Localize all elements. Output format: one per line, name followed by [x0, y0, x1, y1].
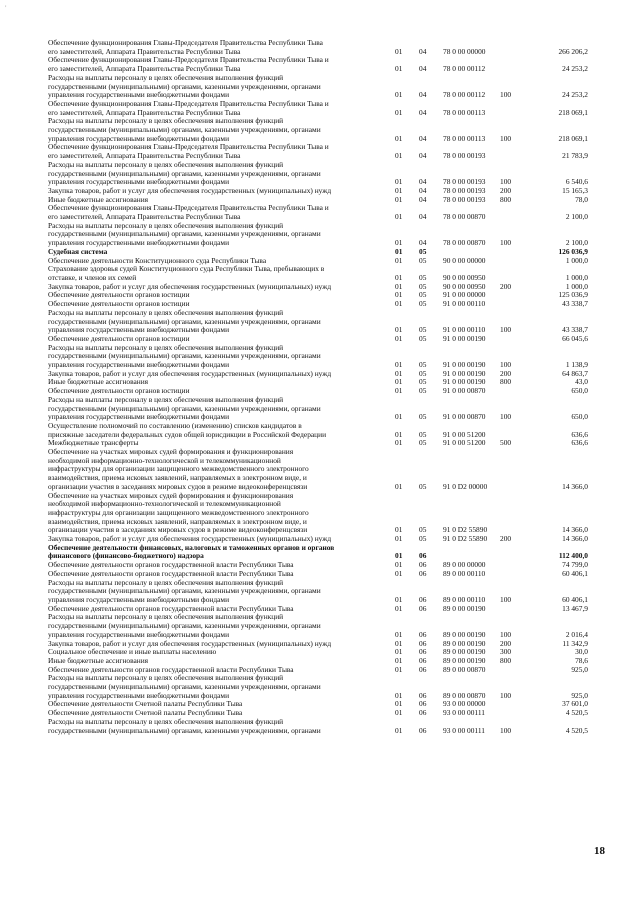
row-target-article: 90 0 00 00000 — [443, 255, 486, 265]
row-target-article: 89 0 00 00870 — [443, 664, 486, 674]
row-expense-type: 800 — [500, 655, 512, 665]
row-description: Расходы на выплаты персоналу в целях обеспечения выполнения функций государственными (муниципальными) органами, казенными учреждениями, органами управления государственными внебюджетными фондами — [48, 159, 321, 187]
table-row — [48, 56, 588, 73]
row-section-code: 01 — [395, 551, 403, 561]
row-section-code: 01 — [395, 412, 403, 422]
row-expense-type: 100 — [500, 412, 512, 422]
row-amount: 2 100,0 — [565, 212, 588, 222]
row-target-article: 93 0 00 00111 — [443, 708, 485, 718]
row-subsection-code: 05 — [419, 272, 427, 282]
table-row — [48, 309, 588, 335]
row-subsection-code: 05 — [419, 481, 427, 491]
row-amount: 1 138,9 — [565, 360, 588, 370]
row-section-code: 01 — [395, 429, 403, 439]
row-target-article: 89 0 00 00190 — [443, 655, 486, 665]
table-row — [48, 344, 588, 370]
row-subsection-code: 06 — [419, 699, 427, 709]
row-amount: 2 100,0 — [565, 238, 588, 248]
row-description: Иные бюджетные ассигнования — [48, 194, 149, 204]
row-expense-type: 200 — [500, 368, 512, 378]
row-expense-type: 100 — [500, 238, 512, 248]
row-section-code: 01 — [395, 725, 403, 735]
row-amount: 925,0 — [571, 664, 588, 674]
row-target-article: 78 0 00 00112 — [443, 64, 486, 74]
row-target-article: 91 0 00 00870 — [443, 412, 486, 422]
corner-mark: , — [5, 2, 7, 8]
row-amount: 30,0 — [575, 647, 588, 657]
row-section-code: 01 — [395, 133, 403, 143]
row-amount: 218 069,1 — [558, 133, 588, 143]
row-target-article: 91 0 00 00110 — [443, 299, 486, 309]
row-expense-type: 200 — [500, 534, 512, 544]
row-target-article: 78 0 00 00113 — [443, 107, 486, 117]
row-description: Закупка товаров, работ и услуг для обеспечения государственных (муниципальных) нужд — [48, 281, 332, 291]
row-section-code: 01 — [395, 438, 403, 448]
row-amount: 24 253,2 — [562, 90, 588, 100]
row-section-code: 01 — [395, 272, 403, 282]
row-amount: 24 253,2 — [562, 64, 588, 74]
row-section-code: 01 — [395, 360, 403, 370]
row-description: Обеспечение деятельности органов юстиции — [48, 386, 190, 396]
row-subsection-code: 06 — [419, 568, 427, 578]
row-amount: 43,0 — [575, 377, 588, 387]
row-amount: 21 783,9 — [562, 151, 588, 161]
row-section-code: 01 — [395, 64, 403, 74]
row-target-article: 78 0 00 00870 — [443, 212, 486, 222]
table-row — [48, 579, 588, 605]
row-amount: 14 366,0 — [562, 525, 588, 535]
row-expense-type: 200 — [500, 281, 512, 291]
row-section-code: 01 — [395, 290, 403, 300]
table-row — [48, 492, 588, 536]
row-amount: 218 069,1 — [558, 107, 588, 117]
row-amount: 2 016,4 — [565, 629, 588, 639]
row-expense-type: 100 — [500, 325, 512, 335]
row-subsection-code: 05 — [419, 290, 427, 300]
row-description: Обеспечение функционирования Главы-Председателя Правительства Республики Тыва и его заместителей, Аппарата Правительства Республики Тыва — [48, 203, 329, 222]
row-description: Страхование здоровья судей Конституционного суда Республики Тыва, пребывающих в отставке, и членов их семей — [48, 264, 325, 282]
row-subsection-code: 05 — [419, 255, 427, 265]
row-subsection-code: 05 — [419, 325, 427, 335]
row-subsection-code: 05 — [419, 299, 427, 309]
row-section-code: 01 — [395, 246, 403, 256]
row-amount: 13 467,9 — [562, 603, 588, 613]
row-subsection-code: 06 — [419, 664, 427, 674]
row-section-code: 01 — [395, 560, 403, 570]
row-expense-type: 100 — [500, 90, 512, 100]
table-row — [48, 222, 588, 248]
row-section-code: 01 — [395, 238, 403, 248]
row-section-code: 01 — [395, 333, 403, 343]
row-target-article: 89 0 00 00000 — [443, 560, 486, 570]
row-target-article: 89 0 00 00870 — [443, 690, 486, 700]
row-section-code: 01 — [395, 638, 403, 648]
row-section-code: 01 — [395, 690, 403, 700]
row-target-article: 91 0 00 51200 — [443, 438, 486, 448]
row-amount: 14 366,0 — [562, 534, 588, 544]
row-target-article: 91 0 D2 55890 — [443, 525, 488, 535]
row-description: Расходы на выплаты персоналу в целях обеспечения выполнения функций государственными (муниципальными) органами, казенными учреждениями, органами управления государственными внебюджетными фондами — [48, 342, 321, 370]
row-amount: 4 520,5 — [565, 725, 588, 735]
table-row — [48, 74, 588, 100]
row-target-article: 78 0 00 00193 — [443, 151, 486, 161]
row-target-article: 93 0 00 00000 — [443, 699, 486, 709]
table-row — [48, 448, 588, 492]
row-description: Расходы на выплаты персоналу в целях обеспечения выполнения функций государственными (муниципальными) органами, казенными учреждениями, органами управления государственными внебюджетными фондами — [48, 612, 321, 639]
row-subsection-code: 04 — [419, 151, 427, 161]
row-subsection-code: 06 — [419, 595, 427, 604]
row-target-article: 78 0 00 00000 — [443, 46, 486, 56]
row-subsection-code: 04 — [419, 64, 427, 74]
row-amount: 15 165,3 — [562, 185, 588, 195]
row-expense-type: 500 — [500, 438, 512, 448]
row-section-code: 01 — [395, 151, 403, 161]
row-expense-type: 100 — [500, 629, 512, 639]
row-section-code: 01 — [395, 534, 403, 544]
row-subsection-code: 06 — [419, 603, 427, 613]
row-amount: 78,0 — [575, 194, 588, 204]
row-amount: 14 366,0 — [562, 481, 588, 491]
row-subsection-code: 06 — [419, 629, 427, 639]
row-description: Обеспечение функционирования Главы-Председателя Правительства Республики Тыва и его заместителей, Аппарата Правительства Республики Тыва — [48, 55, 329, 74]
row-amount: 60 406,1 — [562, 568, 588, 578]
row-section-code: 01 — [395, 603, 403, 613]
row-amount: 11 342,9 — [562, 638, 588, 648]
row-section-code: 01 — [395, 299, 403, 309]
row-subsection-code: 06 — [419, 551, 427, 561]
row-section-code: 01 — [395, 629, 403, 639]
row-description: Обеспечение функционирования Главы-Председателя Правительства Республики Тыва и его заместителей, Аппарата Правительства Республики Тыва — [48, 142, 329, 161]
row-subsection-code: 04 — [419, 107, 427, 117]
row-subsection-code: 05 — [419, 377, 427, 387]
table-row — [48, 117, 588, 143]
row-amount: 1 000,0 — [565, 255, 588, 265]
row-section-code: 01 — [395, 212, 403, 222]
row-expense-type: 100 — [500, 133, 512, 143]
row-description: Обеспечение деятельности органов государственной власти Республики Тыва — [48, 664, 294, 674]
row-amount: 78,6 — [575, 655, 588, 665]
row-description: Социальное обеспечение и иные выплаты населению — [48, 647, 217, 657]
row-subsection-code: 04 — [419, 185, 427, 195]
row-amount: 112 400,0 — [558, 551, 588, 561]
row-description: Обеспечение на участках мировых судей формирования и функционирования необходимой информационно-технологической и телекоммуникационной инфраструктуры для организации защищенного межведомственного электронного взаимодействия, приема исковых заявлений, направляемых в электронном виде, и организации участия в заседаниях мировых судов в режиме видеоконференцсвязи — [48, 447, 309, 491]
row-subsection-code: 05 — [419, 386, 427, 396]
row-description: Закупка товаров, работ и услуг для обеспечения государственных (муниципальных) нужд — [48, 638, 332, 648]
row-target-article: 89 0 00 00190 — [443, 638, 486, 648]
row-target-article: 91 0 00 00110 — [443, 325, 486, 335]
table-row — [48, 265, 588, 282]
row-section-code: 01 — [395, 595, 403, 604]
row-description: Иные бюджетные ассигнования — [48, 655, 149, 665]
section-row — [48, 544, 588, 561]
budget-table — [48, 39, 588, 735]
row-amount: 125 036,9 — [558, 290, 588, 300]
row-amount: 37 601,0 — [562, 699, 588, 709]
row-description: Обеспечение деятельности органов государственной власти Республики Тыва — [48, 560, 294, 570]
row-target-article: 90 0 00 00950 — [443, 272, 486, 282]
row-amount: 636,6 — [571, 429, 588, 439]
row-subsection-code: 06 — [419, 690, 427, 700]
row-subsection-code: 05 — [419, 412, 427, 422]
row-expense-type: 800 — [500, 377, 512, 387]
row-target-article: 78 0 00 00112 — [443, 90, 486, 100]
row-amount: 60 406,1 — [562, 595, 588, 604]
row-section-code: 01 — [395, 281, 403, 291]
row-section-code: 01 — [395, 194, 403, 204]
row-section-code: 01 — [395, 90, 403, 100]
row-description: Закупка товаров, работ и услуг для обеспечения государственных (муниципальных) нужд — [48, 368, 332, 378]
table-row — [48, 100, 588, 117]
row-target-article: 78 0 00 00193 — [443, 194, 486, 204]
row-section-code: 01 — [395, 255, 403, 265]
row-subsection-code: 05 — [419, 534, 427, 544]
row-amount: 650,0 — [571, 386, 588, 396]
row-target-article: 91 0 00 00190 — [443, 333, 486, 343]
row-subsection-code: 04 — [419, 90, 427, 100]
row-subsection-code: 04 — [419, 46, 427, 56]
table-row — [48, 396, 588, 422]
row-amount: 266 206,2 — [558, 46, 588, 56]
table-row — [48, 39, 588, 56]
row-subsection-code: 06 — [419, 708, 427, 718]
row-section-code: 01 — [395, 386, 403, 396]
row-description: Закупка товаров, работ и услуг для обеспечения государственных (муниципальных) нужд — [48, 185, 332, 195]
row-description: Обеспечение деятельности органов государственной власти Республики Тыва — [48, 603, 294, 613]
table-row — [48, 613, 588, 639]
row-section-code: 01 — [395, 107, 403, 117]
row-expense-type: 100 — [500, 725, 512, 735]
row-subsection-code: 05 — [419, 360, 427, 370]
row-expense-type: 300 — [500, 647, 512, 657]
table-row — [48, 204, 588, 221]
row-amount: 636,6 — [571, 438, 588, 448]
row-subsection-code: 04 — [419, 177, 427, 187]
row-section-code: 01 — [395, 664, 403, 674]
row-section-code: 01 — [395, 177, 403, 187]
row-target-article: 89 0 00 00110 — [443, 595, 486, 604]
row-description: Обеспечение на участках мировых судей формирования и функционирования необходимой информационно-технологической и телекоммуникационной инфраструктуры для организации защищенного межведомственного электронного взаимодействия, приема исковых заявлений, направляемых в электронном виде, и организации участия в заседаниях мировых судов в режиме видеоконференцсвязи — [48, 490, 309, 535]
row-subsection-code: 06 — [419, 655, 427, 665]
row-subsection-code: 04 — [419, 194, 427, 204]
row-amount: 4 520,5 — [565, 708, 588, 718]
row-target-article: 91 0 00 00870 — [443, 386, 486, 396]
row-expense-type: 100 — [500, 595, 512, 604]
row-target-article: 93 0 00 00111 — [443, 725, 485, 735]
row-description: Расходы на выплаты персоналу в целях обеспечения выполнения функций государственными (муниципальными) органами, казенными учреждениями, органами управления государственными внебюджетными фондами — [48, 577, 321, 604]
row-section-code: 01 — [395, 647, 403, 657]
row-target-article: 91 0 00 00190 — [443, 368, 486, 378]
row-target-article: 78 0 00 00113 — [443, 133, 486, 143]
row-expense-type: 800 — [500, 194, 512, 204]
row-description: Обеспечение деятельности Конституционного суда Республики Тыва — [48, 255, 267, 265]
row-target-article: 91 0 00 00190 — [443, 377, 486, 387]
row-description: Обеспечение деятельности органов юстиции — [48, 299, 190, 309]
row-description: Расходы на выплаты персоналу в целях обеспечения выполнения функций государственными (муниципальными) органами, казенными учреждениями, органами управления государственными внебюджетными фондами — [48, 72, 321, 100]
row-section-code: 01 — [395, 46, 403, 56]
row-subsection-code: 05 — [419, 438, 427, 448]
row-description: Обеспечение деятельности органов юстиции — [48, 290, 190, 300]
table-row — [48, 161, 588, 187]
table-row — [48, 674, 588, 700]
row-target-article: 89 0 00 00110 — [443, 568, 486, 578]
row-description: Обеспечение функционирования Главы-Председателя Правительства Республики Тыва его заместителей, Аппарата Правительства Республики Тыва — [48, 38, 323, 56]
row-description: Расходы на выплаты персоналу в целях обеспечения выполнения функций государственными (муниципальными) органами, казенными учреждениями, органами управления государственными внебюджетными фондами — [48, 116, 321, 143]
row-description: Обеспечение деятельности Счетной палаты Республики Тыва — [48, 708, 243, 718]
row-section-code: 01 — [395, 481, 403, 491]
row-amount: 64 863,7 — [562, 368, 588, 378]
page-number: 18 — [594, 845, 605, 857]
row-amount: 43 338,7 — [562, 325, 588, 335]
row-section-code: 01 — [395, 185, 403, 195]
row-section-code: 01 — [395, 568, 403, 578]
row-description: Расходы на выплаты персоналу в целях обеспечения выполнения функций государственными (муниципальными) органами, казенными учреждениями, органами управления государственными внебюджетными фондами — [48, 394, 321, 422]
row-target-article: 89 0 00 00190 — [443, 629, 486, 639]
row-subsection-code: 05 — [419, 429, 427, 439]
row-description: Обеспечение деятельности Счетной палаты Республики Тыва — [48, 699, 243, 709]
row-amount: 1 000,0 — [565, 272, 588, 282]
row-target-article: 89 0 00 00190 — [443, 647, 486, 657]
row-section-code: 01 — [395, 377, 403, 387]
row-description: Осуществление полномочий по составлению (изменению) списков кандидатов в присяжные заседатели федеральных судов общей юрисдикции в Российской Федерации — [48, 420, 327, 439]
row-amount: 6 540,6 — [565, 177, 588, 187]
row-subsection-code: 04 — [419, 212, 427, 222]
row-subsection-code: 05 — [419, 525, 427, 535]
row-target-article: 91 0 00 00190 — [443, 360, 486, 370]
row-amount: 74 799,0 — [562, 560, 588, 570]
row-description: Межбюджетные трансферты — [48, 438, 139, 448]
row-subsection-code: 06 — [419, 647, 427, 657]
row-target-article: 78 0 00 00193 — [443, 185, 486, 195]
row-description: Обеспечение деятельности финансовых, налоговых и таможенных органов и органов финансового (финансово-бюджетного) надзора — [48, 542, 335, 561]
row-description: Закупка товаров, работ и услуг для обеспечения государственных (муниципальных) нужд — [48, 534, 332, 544]
row-section-code: 01 — [395, 325, 403, 335]
row-description: Расходы на выплаты персоналу в целях обеспечения выполнения функций государственными (муниципальными) органами, казенными учреждениями, органами — [48, 716, 321, 735]
row-description: Расходы на выплаты персоналу в целях обеспечения выполнения функций государственными (муниципальными) органами, казенными учреждениями, органами управления государственными внебюджетными фондами — [48, 220, 321, 248]
row-description: Обеспечение деятельности органов юстиции — [48, 333, 190, 343]
row-section-code: 01 — [395, 525, 403, 535]
row-target-article: 90 0 00 00950 — [443, 281, 486, 291]
row-target-article: 89 0 00 00190 — [443, 603, 486, 613]
row-amount: 126 036,9 — [558, 246, 588, 256]
table-row — [48, 718, 588, 735]
row-amount: 1 000,0 — [565, 281, 588, 291]
row-amount: 66 045,6 — [562, 333, 588, 343]
row-target-article: 91 0 00 51200 — [443, 429, 486, 439]
row-amount: 650,0 — [571, 412, 588, 422]
row-subsection-code: 05 — [419, 246, 427, 256]
row-target-article: 91 0 D2 00000 — [443, 481, 488, 491]
row-expense-type: 200 — [500, 638, 512, 648]
row-section-code: 01 — [395, 655, 403, 665]
row-amount: 925,0 — [571, 690, 588, 700]
row-subsection-code: 04 — [419, 238, 427, 248]
row-section-code: 01 — [395, 708, 403, 718]
row-section-code: 01 — [395, 699, 403, 709]
row-target-article: 91 0 D2 55890 — [443, 534, 488, 544]
row-subsection-code: 06 — [419, 560, 427, 570]
row-expense-type: 100 — [500, 177, 512, 187]
table-row — [48, 422, 588, 439]
row-expense-type: 100 — [500, 690, 512, 700]
row-subsection-code: 06 — [419, 638, 427, 648]
row-description: Обеспечение функционирования Главы-Председателя Правительства Республики Тыва и его заместителей, Аппарата Правительства Республики Тыва — [48, 98, 329, 117]
row-description: Иные бюджетные ассигнования — [48, 377, 149, 387]
row-description: Обеспечение деятельности органов государственной власти Республики Тыва — [48, 568, 294, 578]
row-section-code: 01 — [395, 368, 403, 378]
row-subsection-code: 05 — [419, 281, 427, 291]
row-subsection-code: 05 — [419, 368, 427, 378]
row-expense-type: 200 — [500, 185, 512, 195]
row-target-article: 78 0 00 00870 — [443, 238, 486, 248]
row-subsection-code: 06 — [419, 725, 427, 735]
row-target-article: 78 0 00 00193 — [443, 177, 486, 187]
row-amount: 43 338,7 — [562, 299, 588, 309]
row-subsection-code: 05 — [419, 333, 427, 343]
table-row — [48, 143, 588, 160]
row-description: Судебная система — [48, 246, 108, 256]
row-description: Расходы на выплаты персоналу в целях обеспечения выполнения функций государственными (муниципальными) органами, казенными учреждениями, органами управления государственными внебюджетными фондами — [48, 307, 321, 335]
row-target-article: 91 0 00 00000 — [443, 290, 486, 300]
row-expense-type: 100 — [500, 360, 512, 370]
row-description: Расходы на выплаты персоналу в целях обеспечения выполнения функций государственными (муниципальными) органами, казенными учреждениями, органами управления государственными внебюджетными фондами — [48, 673, 321, 700]
row-subsection-code: 04 — [419, 133, 427, 143]
